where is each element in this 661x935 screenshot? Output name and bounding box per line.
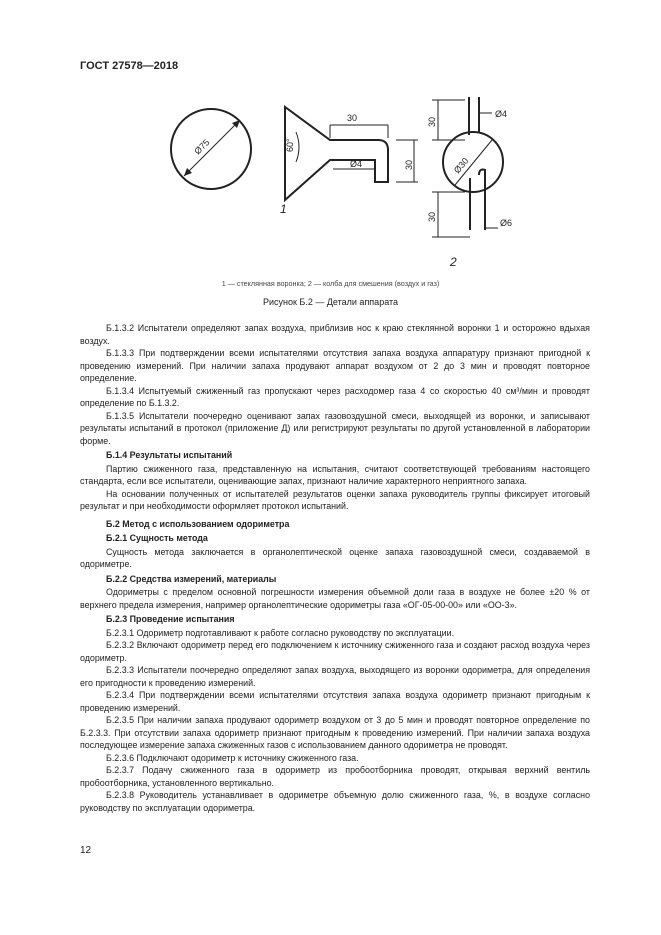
paragraph: Б.2.3.7 Подачу сжиженного газа в одориметр из пробоотборника проводят, открывая верхний вентиль пробоотборника, установленного вертикально. <box>80 765 590 788</box>
paragraph: Б.2.3.5 При наличии запаха продувают одориметр воздухом от 3 до 5 мин и проводят повторное определение по Б.2.3.3. При отсутствии запаха одориметр признают пригодным к проведению измерений. При наличии запаха воздуха последующее измерение запаха сжиженных газов с использованием данного одориметра не проводят. <box>80 715 590 750</box>
paragraph: Б.2.3.4 При подтверждении всеми испытателями отсутствия запаха воздуха одориметр признают пригодным к проведению измерений. <box>80 690 590 713</box>
dim-d30: Ø30 <box>451 155 471 176</box>
dim-30-vert-bottom: 30 <box>427 211 437 222</box>
paragraph: Б.2.3.6 Подключают одориметр к источнику сжиженного газа. <box>106 752 359 763</box>
funnel <box>285 107 388 200</box>
paragraph: На основании полученных от испытателей результатов оценки запаха руководитель группы фиксирует итоговый результат и при необходимости оформляет протокол испытаний. <box>80 488 590 511</box>
paragraph: Сущность метода заключается в органолептической оценке запаха газовоздушной смеси, создаваемой в одориметре. <box>80 546 590 569</box>
paragraph: Б.1.3.4 Испытуемый сжиженный газ пропускают через расходомер газа 4 со скоростью 40 см³/мин и проводят определение по Б.1.3.2. <box>80 385 590 408</box>
dim-d4-funnel: Ø4 <box>350 159 363 169</box>
dim-d4-flask: Ø4 <box>495 109 508 119</box>
figure-label-1: 1 <box>280 202 287 216</box>
apparatus-figure <box>0 0 661 300</box>
dim-d75: Ø75 <box>192 137 212 157</box>
body-text <box>80 322 590 814</box>
paragraph: Б.2.3.8 Руководитель устанавливает в одориметре объемную долю сжиженного газа, %, в воздухе согласно руководству по эксплуатации одориметра. <box>80 790 590 813</box>
dim-60-angle: 60° <box>285 138 295 152</box>
section-heading: Б.2.3 Проведение испытания <box>106 614 235 624</box>
dim-30-top: 30 <box>347 113 358 123</box>
section-heading: Б.2 Метод с использованием одориметра <box>106 518 290 529</box>
section-heading: Б.2.2 Средства измерений, материалы <box>106 573 277 584</box>
mixing-flask <box>443 132 503 192</box>
document-header: ГОСТ 27578—2018 <box>80 60 179 72</box>
paragraph: Одориметры с пределом основной погрешности измерения объемной доли газа в воздухе не более ±20 % от верхнего предела измерения, например органолептические одориметры газа «ОГ-05-00-00» или «ОО-3». <box>80 587 590 610</box>
dim-30-vert-top: 30 <box>427 116 437 127</box>
figure-label-2: 2 <box>450 255 457 269</box>
paragraph: Б.1.3.5 Испытатели поочередно оценивают запах газовоздушной смеси, выходящей из воронки, и записывают результаты испытаний в протокол (приложение Д) или регистрируют результаты по другой установленной в лаборатории форме. <box>80 410 590 446</box>
figure-note: 1 — стеклянная воронка; 2 — колба для смешения (воздух и газ) <box>221 279 440 288</box>
dim-30-right: 30 <box>404 159 414 170</box>
paragraph: Партию сжиженного газа, представленную на испытания, считают соответствующей требованиям настоящего стандарта, если все испытатели, оценивающие запах, признают наличие характерного неприятного запаха. <box>80 463 590 486</box>
section-heading: Б.1.4 Результаты испытаний <box>106 450 233 460</box>
dim-d6: Ø6 <box>500 218 513 228</box>
paragraph: Б.1.3.3 При подтверждении всеми испытателями отсутствия запаха воздуха аппаратуру признают пригодной к проведению измерений. При наличии запаха продувают аппарат воздухом от 2 до 3 мин и проводят повторное определение. <box>80 348 590 383</box>
paragraph: Б.2.3.1 Одориметр подготавливают к работе согласно руководству по эксплуатации. <box>106 627 455 638</box>
page-number: 12 <box>80 845 92 856</box>
paragraph: Б.2.3.2 Включают одориметр перед его подключением к источнику сжиженного газа и создают расход воздуха через одориметр. <box>80 640 590 663</box>
paragraph: Б.1.3.2 Испытатели определяют запах воздуха, приблизив нос к краю стеклянной воронки 1 и осторожно вдыхая воздух. <box>80 323 590 346</box>
section-heading: Б.2.1 Сущность метода <box>106 533 208 543</box>
paragraph: Б.2.3.3 Испытатели поочередно определяют запах воздуха, выходящего из воронки одориметра, для определения его пригодности к проведению измерений. <box>80 665 590 688</box>
figure-caption: Рисунок Б.2 — Детали аппарата <box>262 297 399 307</box>
